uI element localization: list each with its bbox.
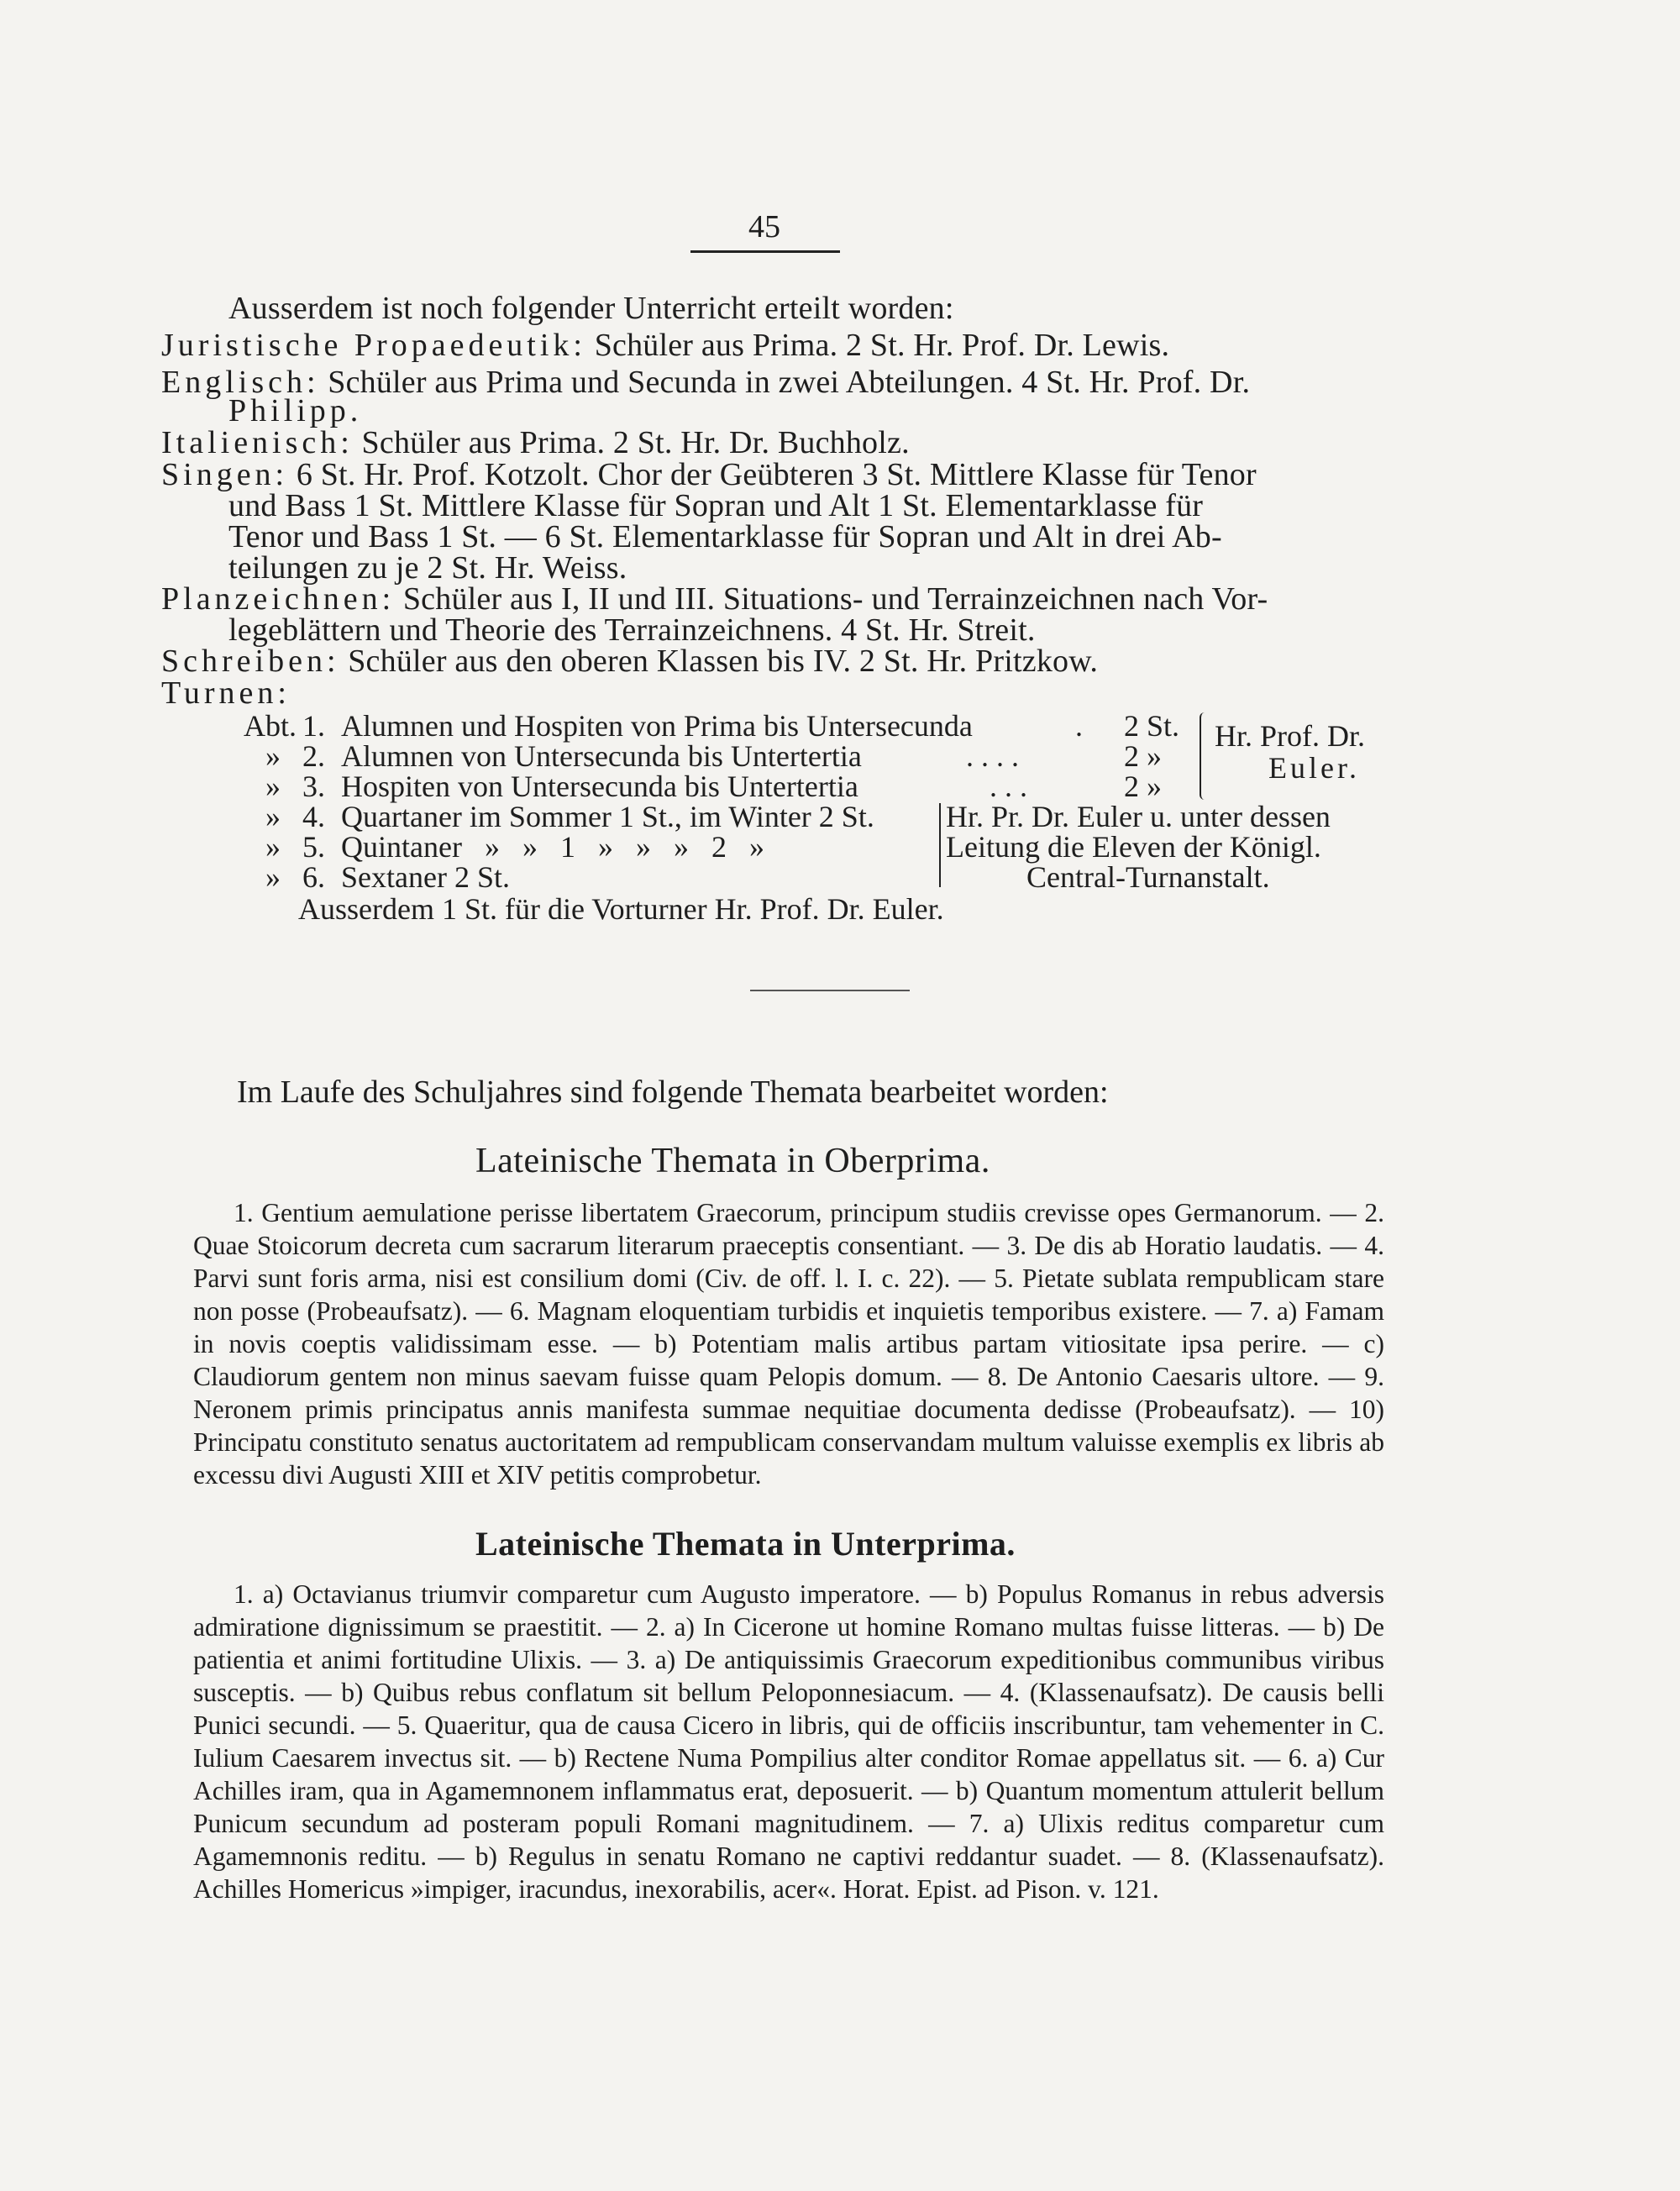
subject-text: Schüler aus Prima. 2 St. Hr. Dr. Buchholz. <box>361 425 910 460</box>
subject-name: Englisch: <box>161 365 320 400</box>
turnen-row-hours: 2 St. <box>1124 709 1180 743</box>
subject-text: Schüler aus Prima. 2 St. Hr. Prof. Dr. Lewis. <box>594 328 1170 363</box>
subject-text: Schüler aus Prima und Secunda in zwei Abteilungen. 4 St. Hr. Prof. Dr. <box>328 365 1251 400</box>
divider-rows-4-6 <box>939 803 941 887</box>
turnen-teacher-a-2: Euler. <box>1268 751 1360 785</box>
subject-planzeichnen <box>161 583 1268 615</box>
subject-schreiben <box>161 645 1098 677</box>
subject-turnen: Turnen: <box>161 675 291 711</box>
turnen-row: » 3. Hospiten von Untersecunda bis Untertertia <box>265 770 858 803</box>
subject-name: Singen: <box>161 457 289 492</box>
turnen-row: » 4. Quartaner im Sommer 1 St., im Winter 2 St. <box>265 800 874 833</box>
subject-singen-cont: und Bass 1 St. Mittlere Klasse für Sopran und Alt 1 St. Elementarklasse für <box>228 488 1204 523</box>
oberprima-text: 1. Gentium aemulatione perisse libertatem Graecorum, principum studiis crevisse opes Germanorum. — 2. Quae Stoicorum decreta cum sacrarum literarum praeceptis consentiant. — 3. De dis ab Horatio laudatis. — 4. Parvi sunt foris arma, nisi est consilium domi (Civ. de off. l. I. c. 22). — 5. Pietate sublata rempublicam stare non posse (Probeaufsatz). — 6. Magnam eloquentiam turbidis et inquietis temporibus existere. — 7. a) Famam in novis coeptis validissimam esse. — b) Potentiam malis artibus partam vitiositate ipsa perire. — c) Claudiorum gentem non minus saevam fuisse quam Pelopis domum. — 8. De Antonio Caesaris ultore. — 9. Neronem primis principatus annis manifesta summae nequitiae documenta dedisse (Probeaufsatz). — 10) Principatu constituto senatus auctoritatem ad rempublicam conservandam multum valuisse exemplis ex libris ab excessu divi Augusti XIII et XIV petitis comprobetur. <box>193 1198 1384 1490</box>
subject-name: Italienisch: <box>161 425 354 460</box>
subject-juristische <box>161 329 1169 361</box>
turnen-teacher-b-1: Hr. Pr. Dr. Euler u. unter dessen <box>946 800 1331 833</box>
subject-singen-cont3: teilungen zu je 2 St. Hr. Weiss. <box>228 550 627 586</box>
subject-name: Planzeichnen: <box>161 581 396 617</box>
turnen-row-dots: . . . . <box>966 739 1019 773</box>
page-number: 45 <box>748 209 780 244</box>
subject-italienisch <box>161 427 910 459</box>
subject-planzeichnen-cont: legeblättern und Theorie des Terrainzeichnens. 4 St. Hr. Streit. <box>228 612 1036 648</box>
turnen-row: » 6. Sextaner 2 St. <box>265 860 510 894</box>
turnen-teacher-a-1: Hr. Prof. Dr. <box>1215 719 1365 753</box>
turnen-row-dots: . . . <box>990 770 1027 803</box>
turnen-row: » 2. Alumnen von Untersecunda bis Untertertia <box>265 739 862 773</box>
heading-oberprima: Lateinische Themata in Oberprima. <box>475 1142 990 1180</box>
subject-englisch-cont: Philipp. <box>228 393 363 428</box>
subject-text: 6 St. Hr. Prof. Kotzolt. Chor der Geübteren 3 St. Mittlere Klasse für Tenor <box>296 457 1257 492</box>
turnen-row: Abt. 1. Alumnen und Hospiten von Prima bis Untersecunda <box>244 709 973 743</box>
themata-intro: Im Laufe des Schuljahres sind folgende Themata bearbeitet worden: <box>237 1074 1109 1110</box>
subject-singen-cont2: Tenor und Bass 1 St. — 6 St. Elementarklasse für Sopran und Alt in drei Ab- <box>228 519 1222 554</box>
turnen-row-dots: . <box>1075 709 1083 743</box>
turnen-teacher-b-3: Central-Turnanstalt. <box>1026 860 1270 894</box>
unterprima-text: 1. a) Octavianus triumvir comparetur cum Augusto imperatore. — b) Populus Romanus in rebus adversis admiratione dignissimum se praestitit. — 2. a) In Cicerone ut homine Romano multas fuisse litteras. — b) De patientia et animi fortitudine Ulixis. — 3. a) De antiquissimis Graecorum expeditionibus communibus viribus susceptis. — b) Quibus rebus conflatum sit bellum Peloponnesiacum. — 4. (Klassenaufsatz). De causis belli Punici secundi. — 5. Quaeritur, qua de causa Cicero in libris, qui de officiis inscribuntur, tam vehementer in C. Iulium Caesarem invectus sit. — b) Rectene Numa Pompilius alter conditor Romae appellatus sit. — 6. a) Cur Achilles iram, qua in Agamemnonem inflammatus erat, deposuerit. — b) Quantum momentum attulerit bellum Punicum secundum ad posteram populi Romani magnitudinem. — 7. a) Ulixis reditus comparetur cum Agamemnonis reditu. — b) Regulus in senatu Romano ne captivi reddantur suadet. — 8. (Klassenaufsatz). Achilles Homericus »impiger, iracundus, inexorabilis, acer«. Horat. Epist. ad Pison. v. 121. <box>193 1579 1384 1904</box>
heading-unterprima: Lateinische Themata in Unterprima. <box>475 1525 1016 1563</box>
turnen-row-hours: 2 » <box>1124 770 1162 803</box>
subject-text: Schüler aus den oberen Klassen bis IV. 2 St. Hr. Pritzkow. <box>348 644 1099 679</box>
intro-line: Ausserdem ist noch folgender Unterricht erteilt worden: <box>228 291 954 326</box>
turnen-extra: Ausserdem 1 St. für die Vorturner Hr. Prof. Dr. Euler. <box>298 892 944 926</box>
turnen-teacher-b-2: Leitung die Eleven der Königl. <box>946 830 1321 864</box>
section-separator <box>750 990 910 991</box>
brace-rows-1-3 <box>1200 712 1210 800</box>
subject-name: Juristische Propaedeutik: <box>161 328 586 363</box>
turnen-row: » 5. Quintaner » » 1 » » » 2 » <box>265 830 764 864</box>
turnen-row-hours: 2 » <box>1124 739 1162 773</box>
page-number-rule <box>690 250 840 253</box>
subject-text: Schüler aus I, II und III. Situations- und Terrainzeichnen nach Vor- <box>402 581 1268 617</box>
subject-name: Schreiben: <box>161 644 340 679</box>
subject-singen <box>161 459 1257 491</box>
